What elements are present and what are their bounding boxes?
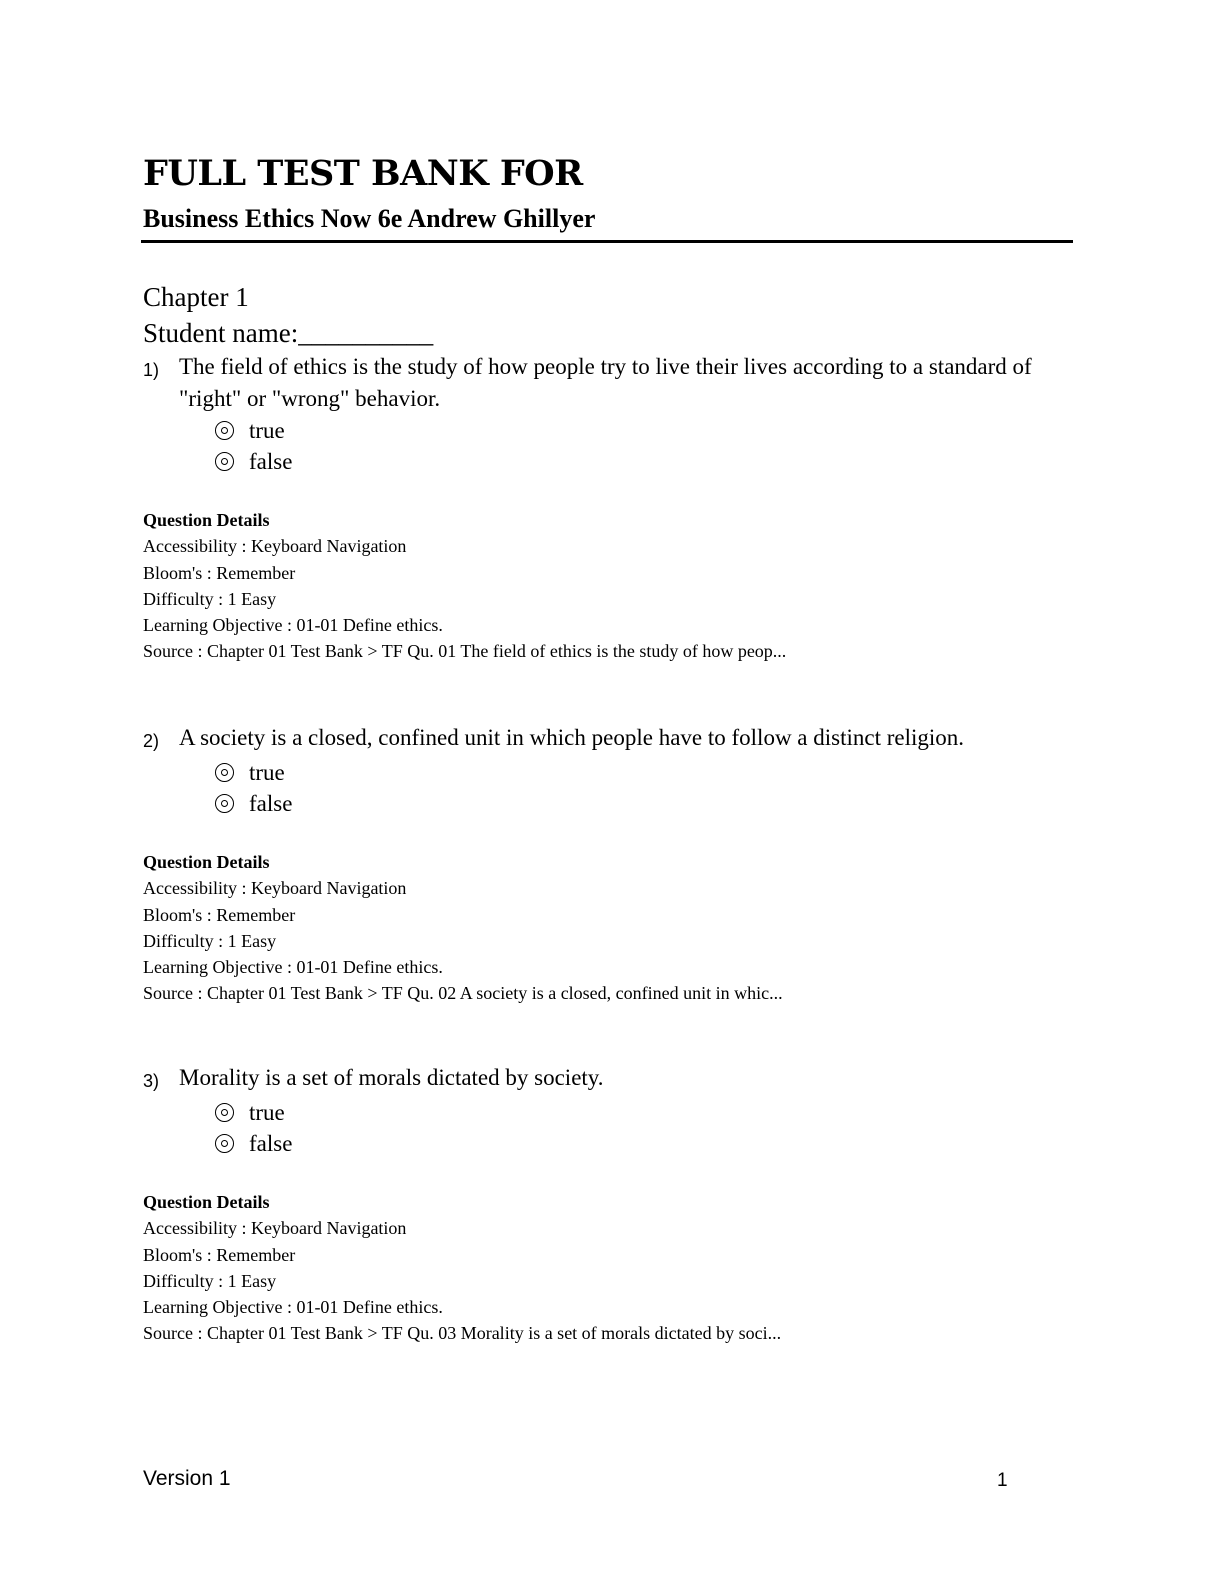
answer-options xyxy=(215,415,1073,477)
question-2 xyxy=(143,722,1073,1007)
title-divider xyxy=(141,240,1073,243)
option-label: true xyxy=(249,759,285,785)
detail-difficulty: Difficulty : 1 Easy xyxy=(143,930,277,951)
radio-icon[interactable] xyxy=(215,1103,234,1122)
details-heading: Question Details xyxy=(143,1192,270,1212)
detail-blooms: Bloom's : Remember xyxy=(143,1244,296,1265)
detail-objective: Learning Objective : 01-01 Define ethics. xyxy=(143,615,443,636)
footer-version: Version 1 xyxy=(143,1467,231,1490)
option-false[interactable] xyxy=(215,1128,1073,1159)
answer-options xyxy=(215,1097,1073,1159)
detail-accessibility: Accessibility : Keyboard Navigation xyxy=(143,878,407,899)
option-false[interactable] xyxy=(215,446,1073,477)
radio-icon[interactable] xyxy=(215,421,234,440)
detail-difficulty: Difficulty : 1 Easy xyxy=(143,1270,277,1291)
detail-objective: Learning Objective : 01-01 Define ethics. xyxy=(143,1297,443,1318)
question-number: 1) xyxy=(143,360,160,380)
detail-objective: Learning Objective : 01-01 Define ethics. xyxy=(143,957,443,978)
question-1 xyxy=(143,351,1073,665)
detail-source: Source : Chapter 01 Test Bank > TF Qu. 03 Morality is a set of morals dictated by soci... xyxy=(143,1323,782,1344)
option-true[interactable] xyxy=(215,415,1073,446)
answer-options xyxy=(215,757,1073,819)
radio-icon[interactable] xyxy=(215,1134,234,1153)
detail-source: Source : Chapter 01 Test Bank > TF Qu. 01 The field of ethics is the study of how peop... xyxy=(143,641,787,662)
question-details xyxy=(143,849,1073,1007)
option-label: false xyxy=(249,790,293,816)
detail-blooms: Bloom's : Remember xyxy=(143,562,296,583)
radio-icon[interactable] xyxy=(215,763,234,782)
page-title: FULL TEST BANK FOR xyxy=(143,153,583,194)
page-number: 1 xyxy=(997,1470,1008,1491)
detail-source: Source : Chapter 01 Test Bank > TF Qu. 02 A society is a closed, confined unit in whic... xyxy=(143,983,783,1004)
detail-blooms: Bloom's : Remember xyxy=(143,904,296,925)
option-label: true xyxy=(249,417,285,443)
question-details xyxy=(143,507,1073,665)
question-text: The field of ethics is the study of how people try to live their lives according to a standard of "right" or "wrong" behavior. xyxy=(179,354,1032,411)
question-text: A society is a closed, confined unit in which people have to follow a distinct religion. xyxy=(179,725,965,750)
option-false[interactable] xyxy=(215,788,1073,819)
details-heading: Question Details xyxy=(143,852,270,872)
question-3 xyxy=(143,1062,1073,1347)
chapter-label: Chapter 1 xyxy=(143,282,249,312)
option-true[interactable] xyxy=(215,757,1073,788)
option-label: false xyxy=(249,1130,293,1156)
book-title: Business Ethics Now 6e Andrew Ghillyer xyxy=(143,204,596,233)
student-name-label: Student name:__________ xyxy=(143,318,434,348)
option-label: false xyxy=(249,448,293,474)
radio-icon[interactable] xyxy=(215,794,234,813)
detail-accessibility: Accessibility : Keyboard Navigation xyxy=(143,536,407,557)
option-label: true xyxy=(249,1099,285,1125)
question-text: Morality is a set of morals dictated by society. xyxy=(179,1065,604,1090)
question-number: 2) xyxy=(143,731,160,751)
option-true[interactable] xyxy=(215,1097,1073,1128)
radio-icon[interactable] xyxy=(215,452,234,471)
question-details xyxy=(143,1189,1073,1347)
detail-difficulty: Difficulty : 1 Easy xyxy=(143,588,277,609)
details-heading: Question Details xyxy=(143,510,270,530)
question-number: 3) xyxy=(143,1071,160,1091)
detail-accessibility: Accessibility : Keyboard Navigation xyxy=(143,1218,407,1239)
